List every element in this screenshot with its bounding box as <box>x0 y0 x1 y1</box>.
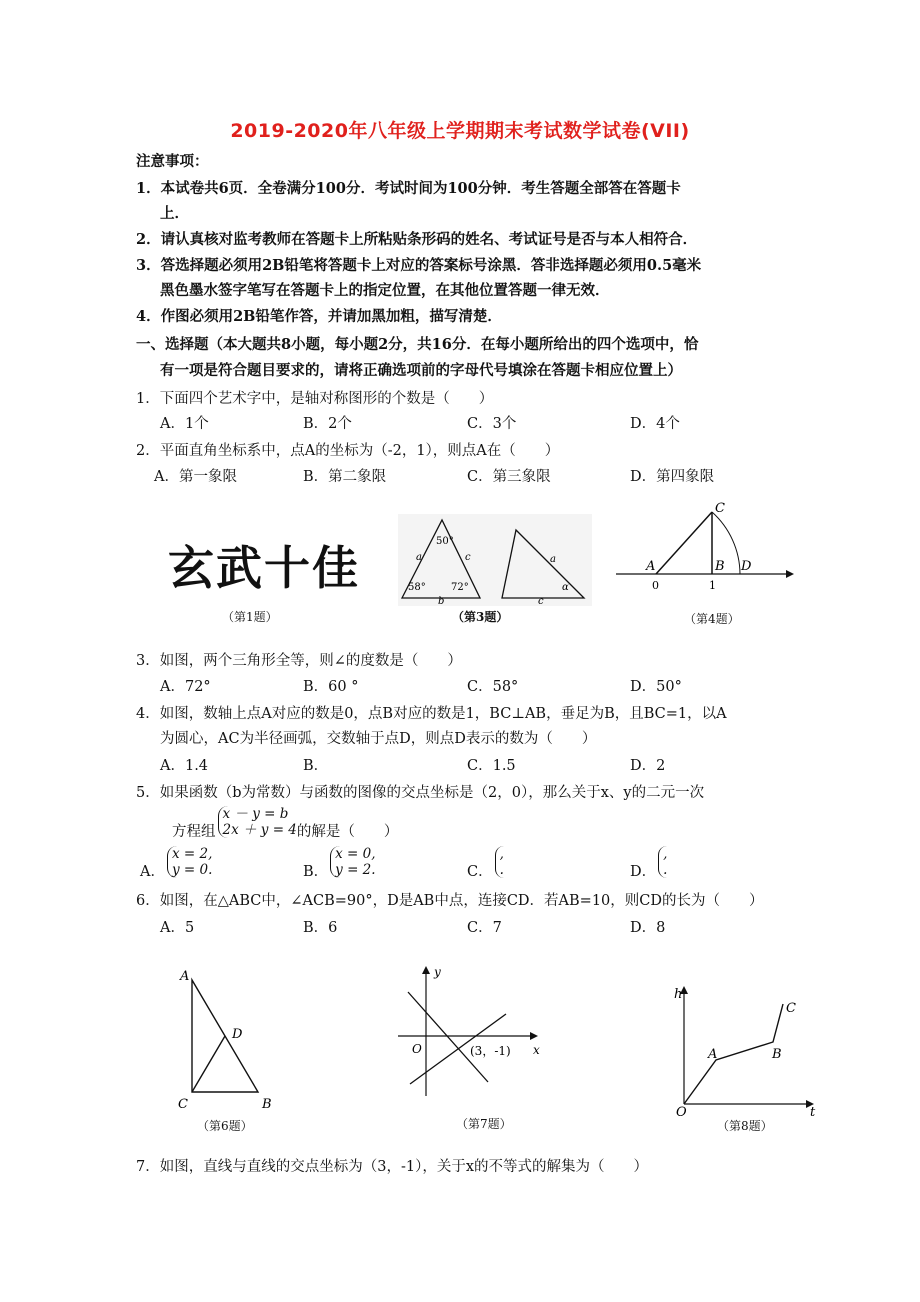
q6-stem: 6．如图，在△ABC中，∠ACB=90°，D是AB中点，连接CD．若AB=10，则CD的长为（ ） <box>136 893 764 909</box>
fig8-label-origin: O <box>676 1105 687 1120</box>
q5-option-b-system <box>330 846 375 878</box>
fig4-tick-0: 0 <box>652 579 659 592</box>
q6-option-c[interactable]: C．7 <box>467 920 502 936</box>
fig6-label-a: A <box>180 969 190 984</box>
fig4-caption: （第4题） <box>684 612 740 626</box>
q5-option-b[interactable] <box>303 846 376 881</box>
q6-option-b[interactable]: B．6 <box>303 920 338 936</box>
fig8-caption: （第8题） <box>717 1119 773 1133</box>
fig8-label-t: t <box>810 1105 816 1120</box>
page-title: 2019-2020年八年级上学期期末考试数学试卷(VII) <box>230 120 690 142</box>
q2-option-a[interactable]: A．第一象限 <box>154 469 237 485</box>
fig8-polyline <box>684 1004 783 1104</box>
q5-option-b-line2: y = 2. <box>335 862 376 878</box>
fig4-number-line <box>612 500 798 596</box>
q5-option-c-label: C． <box>467 863 493 880</box>
q5-option-c[interactable] <box>467 846 504 881</box>
fig6-caption: （第6题） <box>197 1119 253 1133</box>
q4-option-c[interactable]: C．1.5 <box>467 758 516 774</box>
q5-option-b-line1: x = 0, <box>335 846 376 862</box>
fig4-segment-ac <box>656 512 712 574</box>
fig4-label-c: C <box>715 501 725 516</box>
q5-line2-suffix: 的解是（ ） <box>296 823 399 840</box>
q5-option-c-line1: , <box>499 846 504 862</box>
fig7-line-1 <box>408 992 488 1082</box>
fig3-angle-top: 50° <box>436 536 454 547</box>
fig4-label-a: A <box>646 559 656 574</box>
q5-option-a-line1: x = 2, <box>171 846 213 862</box>
q5-option-a-line2: y = 0. <box>171 862 213 878</box>
fig7-x-arrow <box>530 1032 538 1040</box>
q3-option-a[interactable]: A．72° <box>160 679 211 695</box>
q6-option-d[interactable]: D．8 <box>630 920 666 936</box>
q6-option-a[interactable]: A．5 <box>160 920 195 936</box>
q7-stem: 7．如图，直线与直线的交点坐标为（3，-1），关于x的不等式的解集为（ ） <box>136 1159 648 1175</box>
fig1-wordart: 玄武十佳 <box>168 541 360 595</box>
fig7-graph <box>396 962 546 1104</box>
fig7-label-y: y <box>434 965 441 979</box>
q5-option-d-line2: . <box>663 862 668 878</box>
q2-stem: 2．平面直角坐标系中，点A的坐标为（-2，1），则点A在（ ） <box>136 443 560 459</box>
notice-item-3-cont: 黑色墨水签字笔写在答题卡上的指定位置，在其他位置答题一律无效． <box>160 282 610 299</box>
q1-option-d[interactable]: D．4个 <box>630 416 680 432</box>
fig3-angle-right: 72° <box>451 582 469 593</box>
q5-stem-line2 <box>172 806 398 841</box>
q5-option-c-system <box>495 846 504 878</box>
q5-option-a[interactable] <box>140 846 212 881</box>
q5-stem-line1: 5．如果函数（b为常数）与函数的图像的交点坐标是（2，0），那么关于x、y的二元一次 <box>136 785 705 801</box>
q1-option-a[interactable]: A．1个 <box>160 416 209 432</box>
fig4-label-b: B <box>715 559 725 574</box>
section1-heading: 一、选择题（本大题共8小题，每小题2分，共16分．在每小题所给出的四个选项中，恰 <box>136 336 699 353</box>
fig6-segment-cd <box>192 1036 225 1092</box>
q1-stem: 1．下面四个艺术字中，是轴对称图形的个数是（ ） <box>136 391 494 407</box>
fig4-label-d: D <box>741 559 752 574</box>
fig1-caption: （第1题） <box>222 610 278 624</box>
notice-item-4: 4．作图必须用2B铅笔作答，并请加黑加粗，描写清楚． <box>136 308 502 325</box>
q5-option-c-line2: . <box>499 862 504 878</box>
q1-option-b[interactable]: B．2个 <box>303 416 352 432</box>
fig3-side-a: a <box>416 552 422 563</box>
fig8-label-a: A <box>708 1047 718 1062</box>
fig6-label-d: D <box>232 1027 243 1042</box>
q5-option-d-line1: , <box>663 846 668 862</box>
q2-option-c[interactable]: C．第三象限 <box>467 469 551 485</box>
q4-option-b[interactable]: B． <box>303 758 329 774</box>
q5-option-d[interactable] <box>630 846 667 881</box>
notice-item-2: 2．请认真核对监考教师在答题卡上所粘贴条形码的姓名、考试证号是否与本人相符合． <box>136 231 698 248</box>
q4-option-d[interactable]: D．2 <box>630 758 666 774</box>
q1-option-c[interactable]: C．3个 <box>467 416 517 432</box>
fig8-graph <box>668 976 828 1120</box>
fig3-caption: （第3题） <box>452 610 509 624</box>
fig8-label-c: C <box>786 1001 796 1016</box>
q2-option-d[interactable]: D．第四象限 <box>630 469 715 485</box>
fig8-label-h: h <box>674 987 683 1002</box>
notice-heading: 注意事项： <box>136 153 209 170</box>
section1-heading-cont: 有一项是符合题目要求的，请将正确选项前的字母代号填涂在答题卡相应位置上） <box>160 362 682 379</box>
q4-stem-line2: 为圆心，AC为半径画弧，交数轴于点D，则点D表示的数为（ ） <box>160 731 597 747</box>
fig6-label-c: C <box>178 1097 188 1112</box>
fig7-caption: （第7题） <box>456 1117 512 1131</box>
notice-item-1-cont: 上． <box>160 205 189 222</box>
fig3-t2-side-a: a <box>550 554 556 565</box>
fig3-t2-side-c: c <box>538 596 544 606</box>
q5-option-d-system <box>658 846 667 878</box>
q5-option-b-label: B． <box>303 863 329 880</box>
fig3-side-c: c <box>465 552 471 563</box>
fig4-axis-arrow <box>786 570 794 578</box>
q5-option-d-label: D． <box>630 863 657 880</box>
q5-line2-prefix: 方程组 <box>172 823 216 840</box>
fig7-label-origin: O <box>412 1042 422 1056</box>
q3-option-b[interactable]: B．60 ° <box>303 679 359 695</box>
q4-stem-line1: 4．如图，数轴上点A对应的数是0，点B对应的数是1，BC⊥AB，垂足为B，且BC=1，以A <box>136 706 727 722</box>
notice-item-1: 1．本试卷共6页．全卷满分100分．考试时间为100分钟．考生答题全部答在答题卡 <box>136 180 681 197</box>
q5-equation-1: x － y = b <box>222 806 289 822</box>
q4-option-a[interactable]: A．1.4 <box>160 758 209 774</box>
q3-option-c[interactable]: C．58° <box>467 679 519 695</box>
fig7-y-arrow <box>422 966 430 974</box>
notice-item-3: 3．答选择题必须用2B铅笔将答题卡上对应的答案标号涂黑．答非选择题必须用0.5毫米 <box>136 257 702 274</box>
fig6-label-b: B <box>262 1097 272 1112</box>
fig3-triangles <box>398 514 592 606</box>
fig4-tick-1: 1 <box>709 579 716 592</box>
fig3-side-b: b <box>438 596 445 606</box>
q5-option-a-system <box>167 846 212 878</box>
fig6-triangle <box>170 962 288 1114</box>
fig7-intersection-label: (3，-1) <box>470 1044 511 1058</box>
fig7-label-x: x <box>533 1043 540 1057</box>
q3-option-d[interactable]: D．50° <box>630 679 682 695</box>
fig3-t2-alpha: α <box>562 582 569 593</box>
fig3-angle-left: 58° <box>408 582 426 593</box>
q5-option-a-label: A． <box>140 863 165 880</box>
q5-equation-system <box>218 806 297 838</box>
q2-option-b[interactable]: B．第二象限 <box>303 469 387 485</box>
q3-stem: 3．如图，两个三角形全等，则∠的度数是（ ） <box>136 653 462 669</box>
fig8-label-b: B <box>772 1047 782 1062</box>
q5-equation-2: 2x ＋ y = 4 <box>222 822 297 838</box>
